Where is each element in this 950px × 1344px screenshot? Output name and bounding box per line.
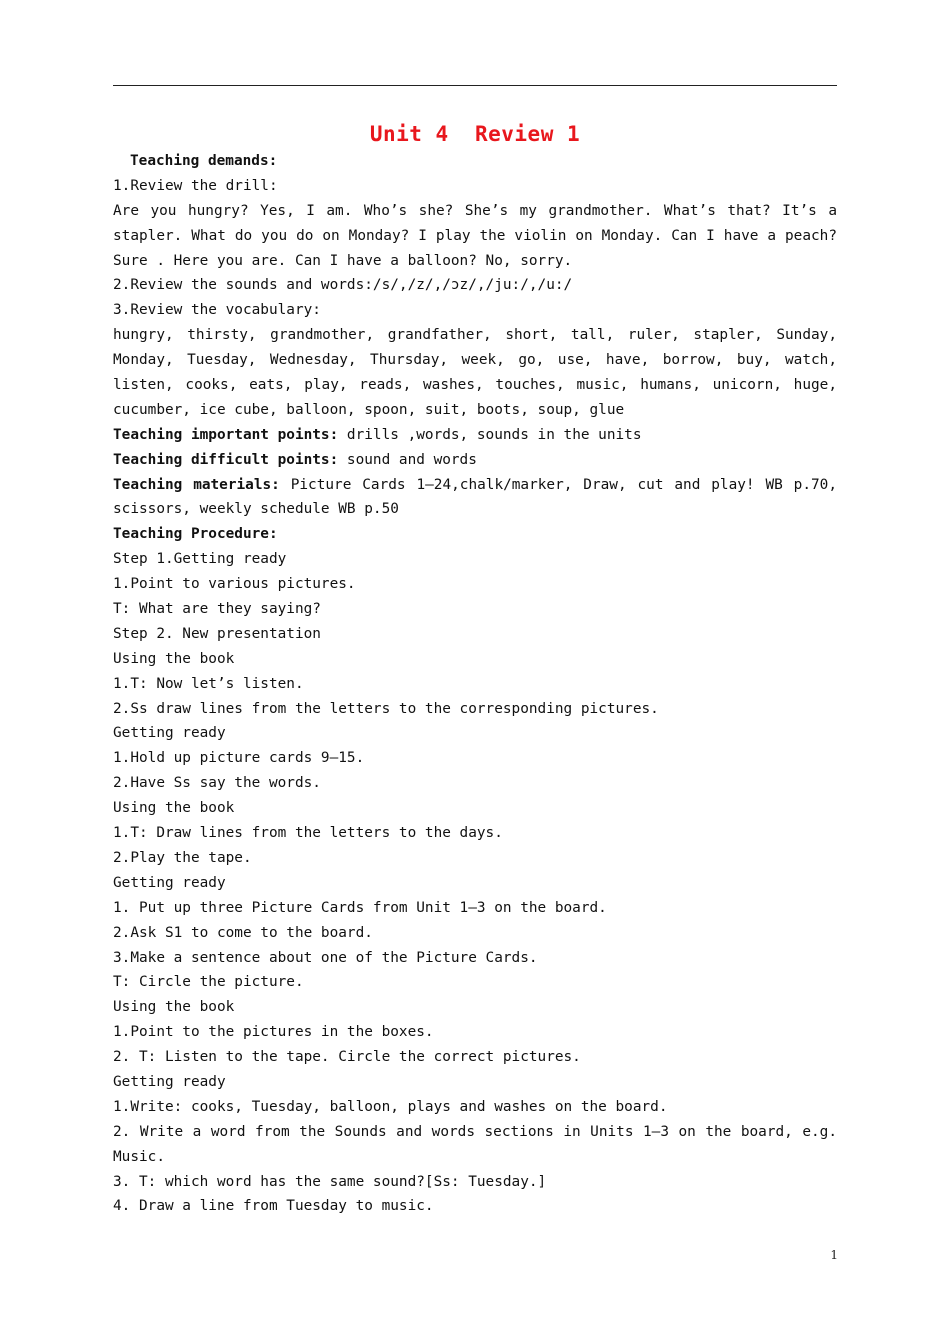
drill-line: stapler. What do you do on Monday? I play the violin on Monday. Can I have a peach? [113,227,837,244]
important-points-label: Teaching important points: [113,426,339,443]
procedure-line: Using the book [113,800,235,817]
difficult-points-label: Teaching difficult points: [113,451,339,468]
vocabulary-line: hungry, thirsty, grandmother, grandfather, short, tall, ruler, stapler, Sunday, [113,327,837,344]
procedure-line: Getting ready [113,1073,226,1090]
procedure-line: 2.Play the tape. [113,849,252,866]
procedure-line: 2.Ss draw lines from the letters to the corresponding pictures. [113,700,659,717]
drill-line: Sure . Here you are. Can I have a balloon? No, sorry. [113,252,573,269]
procedure-line: 2.Have Ss say the words. [113,775,321,792]
materials-label: Teaching materials: [113,476,280,493]
review-vocabulary-heading: 3.Review the vocabulary: [113,302,321,319]
vocabulary-line: cucumber, ice cube, balloon, spoon, suit, boots, soup, glue [113,401,625,418]
procedure-line: Getting ready [113,874,226,891]
procedure-line: T: Circle the picture. [113,974,304,991]
review-sounds-line: 2.Review the sounds and words:/s/,/z/,/ɔz/,/ju:/,/u:/ [113,277,573,294]
procedure-line: 4. Draw a line from Tuesday to music. [113,1198,434,1215]
procedure-line: 1.T: Now let’s listen. [113,675,304,692]
materials-text: Picture Cards 1—24,chalk/marker, Draw, cut and play! WB p.70, [279,476,837,493]
procedure-line: 1.Hold up picture cards 9—15. [113,750,365,767]
difficult-points-line [113,448,837,473]
vocabulary-line: listen, cooks, eats, play, reads, washes, touches, music, humans, unicorn, huge, [113,377,837,394]
teaching-demands-heading: Teaching demands: [130,153,278,169]
procedure-line: 1.Point to various pictures. [113,576,356,593]
procedure-line: 3.Make a sentence about one of the Picture Cards. [113,949,538,966]
procedure-line: 1.Write: cooks, Tuesday, balloon, plays and washes on the board. [113,1098,668,1115]
review-drill-heading: 1.Review the drill: [113,177,278,194]
important-points-text: drills ,words, sounds in the units [338,426,642,443]
procedure-line: 2.Ask S1 to come to the board. [113,924,373,941]
vocabulary-line: Monday, Tuesday, Wednesday, Thursday, week, go, use, have, borrow, buy, watch, [113,352,837,369]
procedure-line: 3. T: which word has the same sound?[Ss: Tuesday.] [113,1173,547,1190]
procedure-line: Using the book [113,650,235,667]
procedure-line: Step 1.Getting ready [113,551,287,568]
materials-continuation: scissors, weekly schedule WB p.50 [113,501,399,518]
document-body [113,149,837,1219]
important-points-line [113,423,837,448]
difficult-points-text: sound and words [338,451,477,468]
materials-line [113,473,837,498]
write-word-line: 2. Write a word from the Sounds and words sections in Units 1—3 on the board, e.g. [113,1123,837,1140]
procedure-line: 1.Point to the pictures in the boxes. [113,1024,434,1041]
procedure-line: Using the book [113,999,235,1016]
header-rule [113,85,837,86]
procedure-line: 2. T: Listen to the tape. Circle the correct pictures. [113,1049,581,1066]
procedure-line: 1.T: Draw lines from the letters to the days. [113,825,503,842]
write-word-continuation: Music. [113,1148,165,1165]
procedure-heading: Teaching Procedure: [113,526,278,543]
procedure-line: Getting ready [113,725,226,742]
drill-line: Are you hungry? Yes, I am. Who’s she? She’s my grandmother. What’s that? It’s a [113,202,837,219]
procedure-line: 1. Put up three Picture Cards from Unit 1—3 on the board. [113,899,607,916]
page-number: 1 [830,1248,838,1262]
procedure-line: T: What are they saying? [113,601,321,618]
procedure-line: Step 2. New presentation [113,625,321,642]
page-title: Unit 4 Review 1 [369,122,581,146]
